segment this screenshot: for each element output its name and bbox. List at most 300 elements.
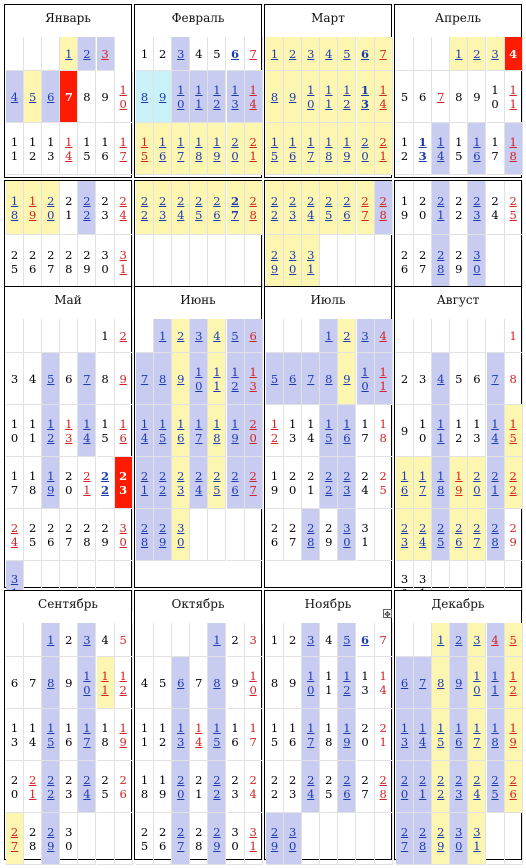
day-cell[interactable] xyxy=(42,623,60,657)
day-cell[interactable] xyxy=(190,761,208,813)
day-cell[interactable] xyxy=(284,71,302,123)
day-cell[interactable] xyxy=(284,37,302,71)
day-cell[interactable] xyxy=(284,353,302,405)
day-cell[interactable] xyxy=(320,457,338,509)
day-cell[interactable] xyxy=(266,623,284,657)
day-cell[interactable] xyxy=(24,509,42,561)
day-cell[interactable] xyxy=(284,181,302,235)
day-cell[interactable] xyxy=(227,123,245,175)
day-cell[interactable] xyxy=(24,709,42,761)
day-cell[interactable] xyxy=(266,37,284,71)
day-cell[interactable] xyxy=(136,71,154,123)
day-cell[interactable] xyxy=(42,709,60,761)
day-cell[interactable] xyxy=(450,509,468,561)
day-cell[interactable] xyxy=(505,123,523,175)
day-cell[interactable] xyxy=(172,657,190,709)
day-cell[interactable] xyxy=(78,353,96,405)
day-cell[interactable] xyxy=(208,181,226,235)
day-cell[interactable] xyxy=(468,37,486,71)
day-cell[interactable] xyxy=(24,813,42,865)
day-cell[interactable] xyxy=(266,235,284,289)
day-cell[interactable] xyxy=(6,709,24,761)
day-cell[interactable] xyxy=(284,405,302,457)
day-cell[interactable] xyxy=(154,657,172,709)
day-cell[interactable] xyxy=(414,657,432,709)
day-cell[interactable] xyxy=(97,709,115,761)
day-cell[interactable] xyxy=(450,353,468,405)
day-cell[interactable] xyxy=(375,71,393,123)
day-cell[interactable] xyxy=(245,709,263,761)
day-cell[interactable] xyxy=(227,405,245,457)
day-cell[interactable] xyxy=(42,405,60,457)
day-cell[interactable] xyxy=(357,761,375,813)
day-cell[interactable] xyxy=(396,235,414,289)
day-cell[interactable] xyxy=(136,657,154,709)
day-cell[interactable] xyxy=(6,71,24,123)
day-cell[interactable] xyxy=(6,353,24,405)
day-cell[interactable] xyxy=(302,71,320,123)
day-cell[interactable] xyxy=(42,123,60,175)
day-cell[interactable] xyxy=(505,181,523,235)
day-cell[interactable] xyxy=(302,457,320,509)
day-cell[interactable] xyxy=(227,353,245,405)
day-cell[interactable] xyxy=(78,123,96,175)
day-cell[interactable] xyxy=(154,509,172,561)
day-cell[interactable] xyxy=(487,71,505,123)
day-cell[interactable] xyxy=(6,235,24,289)
day-cell[interactable] xyxy=(505,319,523,353)
day-cell[interactable] xyxy=(208,353,226,405)
day-cell[interactable] xyxy=(487,353,505,405)
day-cell[interactable] xyxy=(396,181,414,235)
day-cell[interactable] xyxy=(42,509,60,561)
day-cell[interactable] xyxy=(505,623,523,657)
day-cell[interactable] xyxy=(432,509,450,561)
day-cell[interactable] xyxy=(115,623,133,657)
day-cell[interactable] xyxy=(450,709,468,761)
day-cell[interactable] xyxy=(78,509,96,561)
day-cell[interactable] xyxy=(78,709,96,761)
day-cell[interactable] xyxy=(487,123,505,175)
day-cell[interactable] xyxy=(208,761,226,813)
day-cell[interactable] xyxy=(78,657,96,709)
day-cell[interactable] xyxy=(320,509,338,561)
day-cell[interactable] xyxy=(208,457,226,509)
day-cell[interactable] xyxy=(450,457,468,509)
day-cell[interactable] xyxy=(60,657,78,709)
day-cell[interactable] xyxy=(115,181,133,235)
day-cell[interactable] xyxy=(487,709,505,761)
day-cell[interactable] xyxy=(97,319,115,353)
day-cell[interactable] xyxy=(208,319,226,353)
day-cell[interactable] xyxy=(375,623,393,657)
day-cell[interactable] xyxy=(227,319,245,353)
day-cell[interactable] xyxy=(320,123,338,175)
day-cell[interactable] xyxy=(136,181,154,235)
day-cell[interactable] xyxy=(154,353,172,405)
day-cell[interactable] xyxy=(320,181,338,235)
day-cell[interactable] xyxy=(338,319,356,353)
day-cell[interactable] xyxy=(60,709,78,761)
day-cell[interactable] xyxy=(266,181,284,235)
day-cell[interactable] xyxy=(154,405,172,457)
day-cell[interactable] xyxy=(208,813,226,865)
day-cell[interactable] xyxy=(227,813,245,865)
day-cell[interactable] xyxy=(97,509,115,561)
day-cell[interactable] xyxy=(432,623,450,657)
day-cell[interactable] xyxy=(338,353,356,405)
day-cell[interactable] xyxy=(468,235,486,289)
day-cell[interactable] xyxy=(190,37,208,71)
day-cell[interactable] xyxy=(357,123,375,175)
day-cell[interactable] xyxy=(505,457,523,509)
day-cell[interactable] xyxy=(266,657,284,709)
day-cell[interactable] xyxy=(375,181,393,235)
day-cell[interactable] xyxy=(154,123,172,175)
day-cell[interactable] xyxy=(245,123,263,175)
day-cell[interactable] xyxy=(245,813,263,865)
day-cell[interactable] xyxy=(227,71,245,123)
day-cell[interactable] xyxy=(60,761,78,813)
day-cell[interactable] xyxy=(505,709,523,761)
day-cell[interactable] xyxy=(97,123,115,175)
day-cell[interactable] xyxy=(172,509,190,561)
day-cell[interactable] xyxy=(432,353,450,405)
day-cell[interactable] xyxy=(227,37,245,71)
day-cell[interactable] xyxy=(78,181,96,235)
day-cell[interactable] xyxy=(450,657,468,709)
day-cell[interactable] xyxy=(302,623,320,657)
day-cell[interactable] xyxy=(266,761,284,813)
day-cell[interactable] xyxy=(432,457,450,509)
day-cell[interactable] xyxy=(172,761,190,813)
day-cell[interactable] xyxy=(302,353,320,405)
day-cell[interactable] xyxy=(468,405,486,457)
day-cell[interactable] xyxy=(154,181,172,235)
day-cell[interactable] xyxy=(172,319,190,353)
day-cell[interactable] xyxy=(78,405,96,457)
day-cell[interactable] xyxy=(375,657,393,709)
day-cell[interactable] xyxy=(375,353,393,405)
day-cell[interactable] xyxy=(154,71,172,123)
day-cell[interactable] xyxy=(468,709,486,761)
day-cell[interactable] xyxy=(284,123,302,175)
day-cell[interactable] xyxy=(245,761,263,813)
day-cell[interactable] xyxy=(414,813,432,865)
day-cell[interactable] xyxy=(266,353,284,405)
day-cell[interactable] xyxy=(6,509,24,561)
day-cell[interactable] xyxy=(172,37,190,71)
day-cell[interactable] xyxy=(97,457,115,509)
day-cell[interactable] xyxy=(302,123,320,175)
day-cell[interactable] xyxy=(24,123,42,175)
day-cell[interactable] xyxy=(24,457,42,509)
day-cell[interactable] xyxy=(97,405,115,457)
day-cell[interactable] xyxy=(136,37,154,71)
day-cell[interactable] xyxy=(505,37,523,71)
day-cell[interactable] xyxy=(396,813,414,865)
day-cell[interactable] xyxy=(432,813,450,865)
day-cell[interactable] xyxy=(78,623,96,657)
day-cell[interactable] xyxy=(375,457,393,509)
day-cell[interactable] xyxy=(6,123,24,175)
day-cell[interactable] xyxy=(357,353,375,405)
day-cell[interactable] xyxy=(24,235,42,289)
day-cell[interactable] xyxy=(487,181,505,235)
day-cell[interactable] xyxy=(396,761,414,813)
day-cell[interactable] xyxy=(338,181,356,235)
day-cell[interactable] xyxy=(245,657,263,709)
day-cell[interactable] xyxy=(245,353,263,405)
day-cell[interactable] xyxy=(396,457,414,509)
day-cell[interactable] xyxy=(245,457,263,509)
day-cell[interactable] xyxy=(302,509,320,561)
day-cell[interactable] xyxy=(78,761,96,813)
day-cell[interactable] xyxy=(487,37,505,71)
day-cell[interactable] xyxy=(227,457,245,509)
day-cell[interactable] xyxy=(266,709,284,761)
day-cell[interactable] xyxy=(115,319,133,353)
day-cell[interactable] xyxy=(208,657,226,709)
day-cell[interactable] xyxy=(396,71,414,123)
day-cell[interactable] xyxy=(338,709,356,761)
day-cell[interactable] xyxy=(154,761,172,813)
day-cell[interactable] xyxy=(468,761,486,813)
day-cell[interactable] xyxy=(136,405,154,457)
day-cell[interactable] xyxy=(375,37,393,71)
day-cell[interactable] xyxy=(97,235,115,289)
day-cell[interactable] xyxy=(302,405,320,457)
day-cell[interactable] xyxy=(97,71,115,123)
day-cell[interactable] xyxy=(172,71,190,123)
day-cell[interactable] xyxy=(136,457,154,509)
day-cell[interactable] xyxy=(357,709,375,761)
day-cell[interactable] xyxy=(24,657,42,709)
day-cell[interactable] xyxy=(357,623,375,657)
day-cell[interactable] xyxy=(245,405,263,457)
day-cell[interactable] xyxy=(115,123,133,175)
day-cell[interactable] xyxy=(78,235,96,289)
day-cell[interactable] xyxy=(396,509,414,561)
day-cell[interactable] xyxy=(375,761,393,813)
day-cell[interactable] xyxy=(414,235,432,289)
day-cell[interactable] xyxy=(227,761,245,813)
day-cell[interactable] xyxy=(97,623,115,657)
day-cell[interactable] xyxy=(78,37,96,71)
day-cell[interactable] xyxy=(338,761,356,813)
day-cell[interactable] xyxy=(487,623,505,657)
day-cell[interactable] xyxy=(6,761,24,813)
day-cell[interactable] xyxy=(115,657,133,709)
day-cell[interactable] xyxy=(338,405,356,457)
day-cell[interactable] xyxy=(6,813,24,865)
day-cell[interactable] xyxy=(190,123,208,175)
day-cell[interactable] xyxy=(414,181,432,235)
day-cell[interactable] xyxy=(97,181,115,235)
day-cell[interactable] xyxy=(190,813,208,865)
day-cell[interactable] xyxy=(357,181,375,235)
day-cell[interactable] xyxy=(432,761,450,813)
day-cell[interactable] xyxy=(136,509,154,561)
day-cell[interactable] xyxy=(450,37,468,71)
day-cell[interactable] xyxy=(208,405,226,457)
day-cell[interactable] xyxy=(320,709,338,761)
day-cell[interactable] xyxy=(42,657,60,709)
day-cell[interactable] xyxy=(60,181,78,235)
day-cell[interactable] xyxy=(284,709,302,761)
day-cell[interactable] xyxy=(245,623,263,657)
day-cell[interactable] xyxy=(320,623,338,657)
day-cell[interactable] xyxy=(266,509,284,561)
day-cell[interactable] xyxy=(154,813,172,865)
day-cell[interactable] xyxy=(24,353,42,405)
day-cell[interactable] xyxy=(487,509,505,561)
day-cell[interactable] xyxy=(208,709,226,761)
day-cell[interactable] xyxy=(60,37,78,71)
day-cell[interactable] xyxy=(227,657,245,709)
day-cell[interactable] xyxy=(320,657,338,709)
day-cell[interactable] xyxy=(357,71,375,123)
day-cell[interactable] xyxy=(24,181,42,235)
day-cell[interactable] xyxy=(505,353,523,405)
day-cell[interactable] xyxy=(320,71,338,123)
day-cell[interactable] xyxy=(42,353,60,405)
day-cell[interactable] xyxy=(432,235,450,289)
day-cell[interactable] xyxy=(414,509,432,561)
day-cell[interactable] xyxy=(396,353,414,405)
day-cell[interactable] xyxy=(338,37,356,71)
day-cell[interactable] xyxy=(154,37,172,71)
day-cell[interactable] xyxy=(42,235,60,289)
day-cell[interactable] xyxy=(24,405,42,457)
day-cell[interactable] xyxy=(375,405,393,457)
day-cell[interactable] xyxy=(208,123,226,175)
day-cell[interactable] xyxy=(505,657,523,709)
day-cell[interactable] xyxy=(42,457,60,509)
day-cell[interactable] xyxy=(60,813,78,865)
day-cell[interactable] xyxy=(60,353,78,405)
day-cell[interactable] xyxy=(115,405,133,457)
day-cell[interactable] xyxy=(284,235,302,289)
day-cell[interactable] xyxy=(6,457,24,509)
day-cell[interactable] xyxy=(190,657,208,709)
day-cell[interactable] xyxy=(172,457,190,509)
day-cell[interactable] xyxy=(208,71,226,123)
day-cell[interactable] xyxy=(357,457,375,509)
day-cell[interactable] xyxy=(245,71,263,123)
day-cell[interactable] xyxy=(115,235,133,289)
day-cell[interactable] xyxy=(208,37,226,71)
day-cell[interactable] xyxy=(450,623,468,657)
day-cell[interactable] xyxy=(190,709,208,761)
day-cell[interactable] xyxy=(227,181,245,235)
day-cell[interactable] xyxy=(450,813,468,865)
day-cell[interactable] xyxy=(227,623,245,657)
day-cell[interactable] xyxy=(245,319,263,353)
day-cell[interactable] xyxy=(208,623,226,657)
day-cell[interactable] xyxy=(190,353,208,405)
day-cell[interactable] xyxy=(172,181,190,235)
day-cell[interactable] xyxy=(172,813,190,865)
day-cell[interactable] xyxy=(357,319,375,353)
day-cell[interactable] xyxy=(266,405,284,457)
day-cell[interactable] xyxy=(450,235,468,289)
day-cell[interactable] xyxy=(375,123,393,175)
day-cell[interactable] xyxy=(450,181,468,235)
day-cell[interactable] xyxy=(414,405,432,457)
day-cell[interactable] xyxy=(172,123,190,175)
day-cell[interactable] xyxy=(6,405,24,457)
day-cell[interactable] xyxy=(468,509,486,561)
day-cell[interactable] xyxy=(284,457,302,509)
day-cell[interactable] xyxy=(450,71,468,123)
day-cell[interactable] xyxy=(338,123,356,175)
day-cell[interactable] xyxy=(487,657,505,709)
day-cell[interactable] xyxy=(487,761,505,813)
day-cell[interactable] xyxy=(136,353,154,405)
day-cell[interactable] xyxy=(468,813,486,865)
day-cell[interactable] xyxy=(78,457,96,509)
day-cell[interactable] xyxy=(284,623,302,657)
day-cell[interactable] xyxy=(396,123,414,175)
day-cell[interactable] xyxy=(284,657,302,709)
day-cell[interactable] xyxy=(190,319,208,353)
day-cell[interactable] xyxy=(468,353,486,405)
day-cell[interactable] xyxy=(60,457,78,509)
day-cell[interactable] xyxy=(320,37,338,71)
day-cell[interactable] xyxy=(42,761,60,813)
day-cell[interactable] xyxy=(414,761,432,813)
day-cell[interactable] xyxy=(60,123,78,175)
day-cell[interactable] xyxy=(338,509,356,561)
day-cell[interactable] xyxy=(24,761,42,813)
day-cell[interactable] xyxy=(338,657,356,709)
day-cell[interactable] xyxy=(60,509,78,561)
day-cell[interactable] xyxy=(357,509,375,561)
day-cell[interactable] xyxy=(154,709,172,761)
day-cell[interactable] xyxy=(172,405,190,457)
day-cell[interactable] xyxy=(396,657,414,709)
day-cell[interactable] xyxy=(432,71,450,123)
day-cell[interactable] xyxy=(505,71,523,123)
day-cell[interactable] xyxy=(172,709,190,761)
day-cell[interactable] xyxy=(320,405,338,457)
day-cell[interactable] xyxy=(97,353,115,405)
day-cell[interactable] xyxy=(338,623,356,657)
day-cell[interactable] xyxy=(136,709,154,761)
day-cell[interactable] xyxy=(320,761,338,813)
table-move-handle-icon[interactable]: ✥ xyxy=(384,610,391,619)
day-cell[interactable] xyxy=(245,37,263,71)
day-cell[interactable] xyxy=(6,657,24,709)
day-cell[interactable] xyxy=(375,709,393,761)
day-cell[interactable] xyxy=(245,181,263,235)
day-cell[interactable] xyxy=(396,405,414,457)
day-cell[interactable] xyxy=(284,761,302,813)
day-cell[interactable] xyxy=(505,405,523,457)
day-cell[interactable] xyxy=(375,319,393,353)
day-cell[interactable] xyxy=(302,761,320,813)
day-cell[interactable] xyxy=(172,353,190,405)
day-cell[interactable] xyxy=(78,71,96,123)
day-cell[interactable] xyxy=(190,405,208,457)
day-cell[interactable] xyxy=(284,813,302,865)
day-cell[interactable] xyxy=(115,457,133,509)
day-cell[interactable] xyxy=(42,181,60,235)
day-cell[interactable] xyxy=(468,181,486,235)
day-cell[interactable] xyxy=(320,353,338,405)
day-cell[interactable] xyxy=(468,457,486,509)
